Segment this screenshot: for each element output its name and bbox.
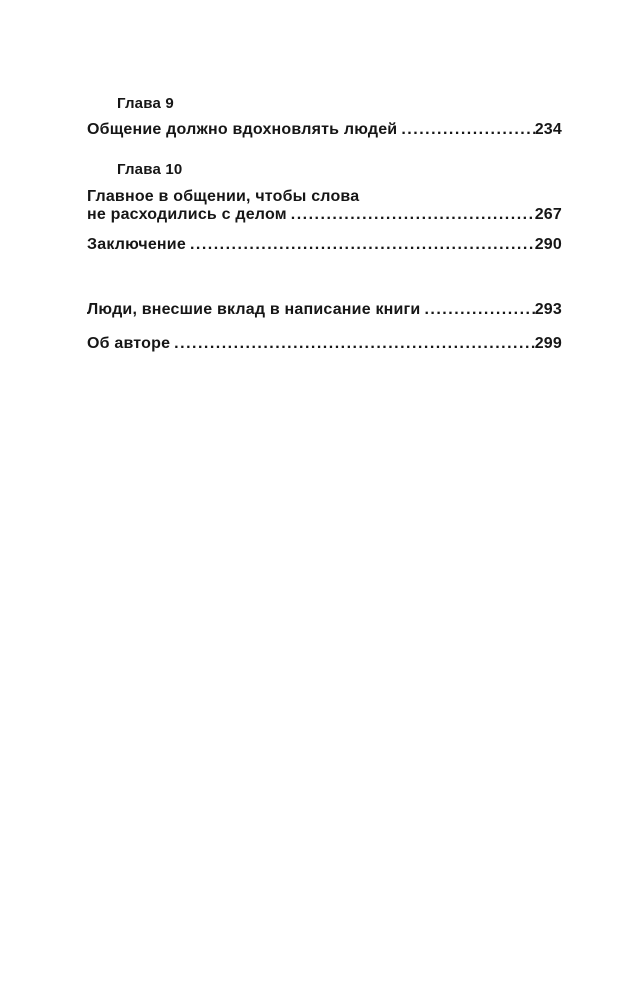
toc-entry-contributors: [87, 301, 562, 318]
chapter-heading-9: Глава 9: [117, 95, 174, 112]
toc-entry-title: Люди, внесшие вклад в написание книги: [87, 301, 421, 318]
toc-entry-chapter-10-line-2: [87, 206, 562, 223]
toc-entry-chapter-9: [87, 121, 562, 138]
toc-entry-title: Заключение: [87, 236, 186, 253]
dot-leader: [186, 236, 535, 253]
toc-entry-title: Общение должно вдохновлять людей: [87, 121, 398, 138]
toc-entry-conclusion: [87, 236, 562, 253]
toc-entry-about-author: [87, 335, 562, 352]
dot-leader: [397, 121, 534, 138]
toc-entry-page-number: 293: [534, 301, 562, 318]
dot-leader: [287, 206, 535, 223]
toc-entry-page-number: 267: [534, 206, 562, 223]
chapter-heading-10: Глава 10: [117, 161, 183, 178]
toc-entry-page-number: 299: [534, 335, 562, 352]
toc-entry-chapter-10-line-1: Главное в общении, чтобы слова: [87, 188, 360, 205]
dot-leader: [170, 335, 535, 352]
toc-entry-title: Об авторе: [87, 335, 171, 352]
toc-entry-page-number: 290: [534, 236, 562, 253]
toc-entry-title: не расходились с делом: [87, 206, 287, 223]
toc-entry-page-number: 234: [534, 121, 562, 138]
dot-leader: [420, 301, 534, 318]
